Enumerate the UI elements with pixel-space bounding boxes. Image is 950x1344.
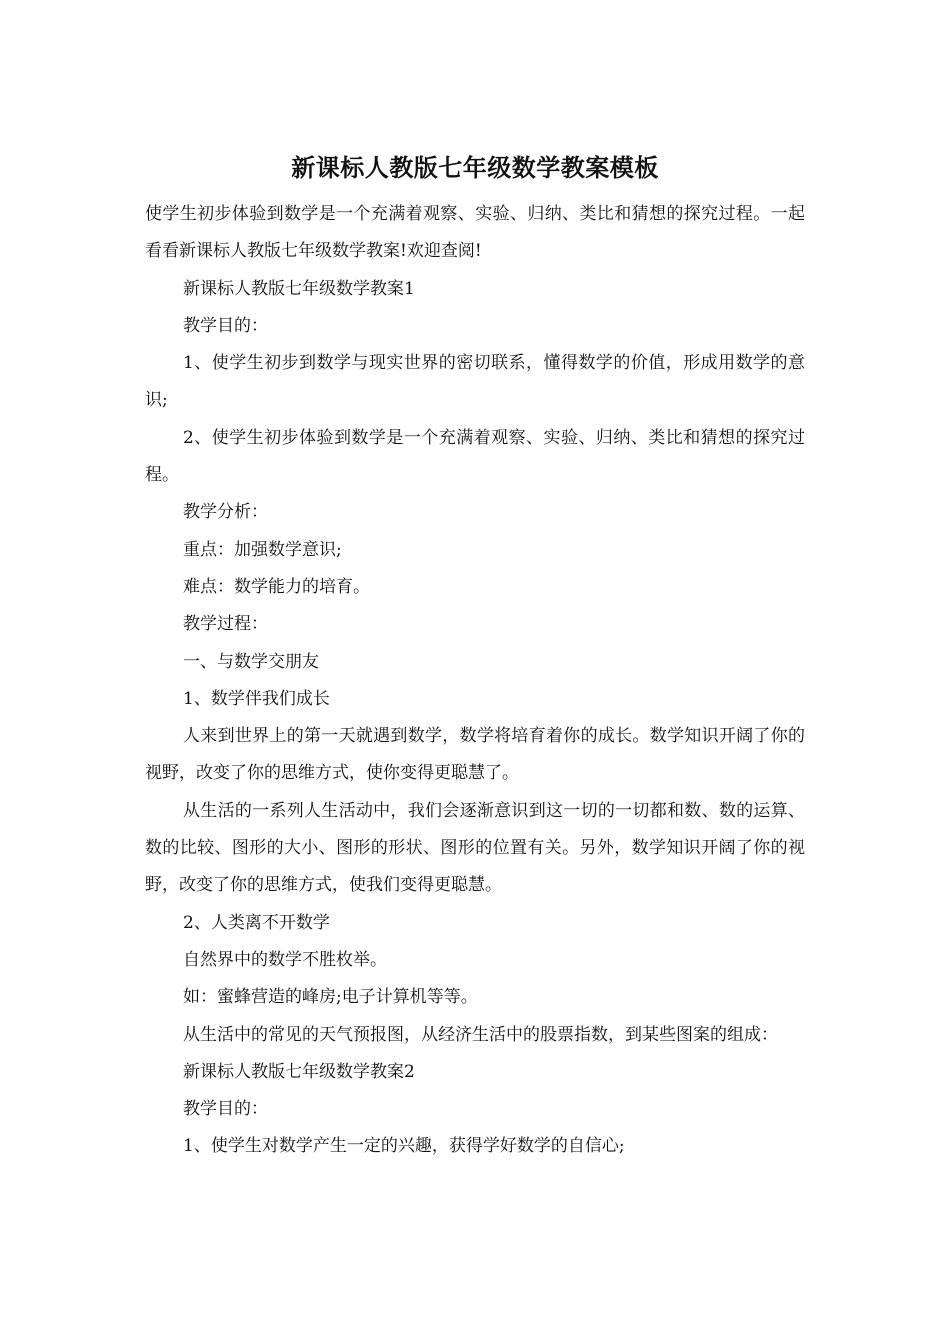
paragraph: 使学生初步体验到数学是一个充满着观察、实验、归纳、类比和猜想的探究过程。一起看看新课标人教版七年级数学教案!欢迎查阅!: [145, 204, 805, 262]
paragraph: 从生活中的常见的天气预报图，从经济生活中的股票指数，到某些图案的组成：: [183, 1024, 778, 1045]
document-title: 新课标人教版七年级数学教案模板: [291, 154, 659, 182]
paragraph: 人来到世界上的第一天就遇到数学，数学将培育着你的成长。数学知识开阔了你的视野，改变了你的思维方式，使你变得更聪慧了。: [145, 726, 805, 784]
paragraph: 难点：数学能力的培育。: [183, 576, 370, 597]
paragraph: 重点：加强数学意识;: [183, 539, 342, 560]
paragraph: 一、与数学交朋友: [183, 651, 319, 672]
paragraph: 新课标人教版七年级数学教案1: [183, 278, 415, 299]
paragraph: 教学目的：: [183, 1099, 268, 1120]
paragraph: 教学分析：: [183, 502, 268, 523]
paragraph: 1、数学伴我们成长: [183, 688, 330, 709]
paragraph: 2、使学生初步体验到数学是一个充满着观察、实验、归纳、类比和猜想的探究过程。: [145, 427, 805, 486]
paragraph: 1、使学生初步到数学与现实世界的密切联系，懂得数学的价值，形成用数学的意识;: [145, 353, 805, 411]
paragraph: 新课标人教版七年级数学教案2: [183, 1061, 415, 1082]
paragraph: 教学过程：: [183, 614, 268, 635]
paragraph: 从生活的一系列人生活动中，我们会逐渐意识到这一切的一切都和数、数的运算、数的比较、图形的大小、图形的形状、图形的位置有关。另外，数学知识开阔了你的视野，改变了你的思维方式，使我们变得更聪慧。: [145, 800, 805, 896]
paragraph: 如：蜜蜂营造的峰房;电子计算机等等。: [183, 987, 478, 1008]
paragraph: 自然界中的数学不胜枚举。: [183, 949, 387, 970]
document-body: [145, 196, 805, 1166]
paragraph: 2、人类离不开数学: [183, 912, 330, 933]
paragraph: 1、使学生对数学产生一定的兴趣，获得学好数学的自信心;: [183, 1136, 625, 1157]
paragraph: 教学目的：: [183, 315, 268, 336]
